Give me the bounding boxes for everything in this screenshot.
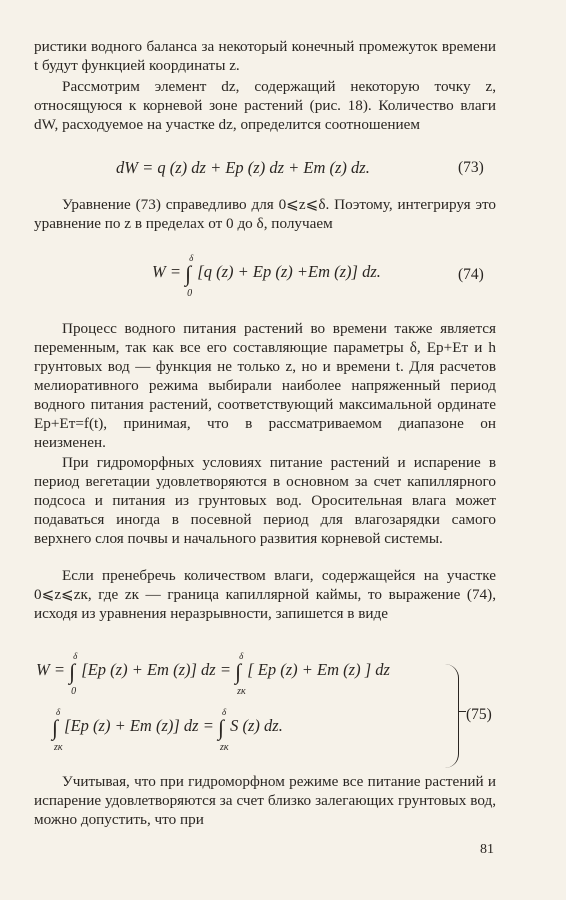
paragraph-1: ристики водного баланса за некоторый конечный промежуток времени t будут функцией координаты z. bbox=[34, 38, 496, 74]
integral-sign: ∫ δ zк bbox=[235, 651, 246, 697]
integral-sign: ∫ δ zк bbox=[217, 707, 229, 753]
equation-brace bbox=[444, 664, 459, 768]
paragraph-2: Рассмотрим элемент dz, содержащий некоторую точку z, относящуюся к корневой зоне растений (рис. 18). Количество влаги dW, расходуемое на участке dz, определится соотношением bbox=[34, 78, 496, 133]
paragraph-6: Если пренебречь количеством влаги, содержащейся на участке 0⩽z⩽zк, где zк — граница капиллярной каймы, то выражение (74), исходя из уравнения неразрывности, запишется в виде bbox=[34, 567, 496, 622]
equation-74: W = ∫ δ 0 [q (z) + Eр (z) +Eт (z)] dz. bbox=[152, 253, 381, 299]
equation-75-number: (75) bbox=[466, 706, 492, 723]
integral-sign: ∫ δ 0 bbox=[69, 651, 78, 697]
paragraph-7: Учитывая, что при гидроморфном режиме все питание растений и испарение удовлетворяются за счет близко залегающих грунтовых вод, можно допустить, что при bbox=[34, 773, 496, 828]
paragraph-3: Уравнение (73) справедливо для 0⩽z⩽δ. Поэтому, интегрируя это уравнение по z в пределах от 0 до δ, получаем bbox=[34, 196, 496, 232]
paragraph-5: При гидроморфных условиях питание растений и испарение в период вегетации удовлетворяются в основном за счет капиллярного подсоса и питания из грунтовых вод. Оросительная влага может подаваться иногда в посевной период для влагозарядки самого верхнего слоя почвы и начального развития корневой системы. bbox=[34, 454, 496, 547]
paragraph-4: Процесс водного питания растений во времени также является переменным, так как все его составляющие параметры δ, Eр+Eт и h грунтовых вод — функция не только z, но и времени t. Для расчетов мелиоративного режима выбирали наиболее напряженный период водного питания растений, соответствующий максимальной ординате Eр+Eт=f(t), принимая, что в рассматриваемом диапазоне он неизменен. bbox=[34, 320, 496, 451]
equation-74-number: (74) bbox=[458, 266, 484, 283]
equation-75-line-1: W = ∫ δ 0 [Eр (z) + Eт (z)] dz = ∫ δ zк [ Eр (z) + Eт (z) ] dz bbox=[36, 651, 390, 697]
page-number: 81 bbox=[480, 842, 494, 857]
equation-75-line-2: ∫ δ zк [Eр (z) + Eт (z)] dz = ∫ δ zк S (z) dz. bbox=[52, 707, 283, 753]
integral-sign: ∫ δ zк bbox=[52, 707, 63, 753]
integral-sign: ∫ δ 0 bbox=[185, 253, 194, 299]
equation-73: dW = q (z) dz + Eр (z) dz + Eт (z) dz. bbox=[116, 158, 370, 177]
equation-73-number: (73) bbox=[458, 159, 484, 176]
